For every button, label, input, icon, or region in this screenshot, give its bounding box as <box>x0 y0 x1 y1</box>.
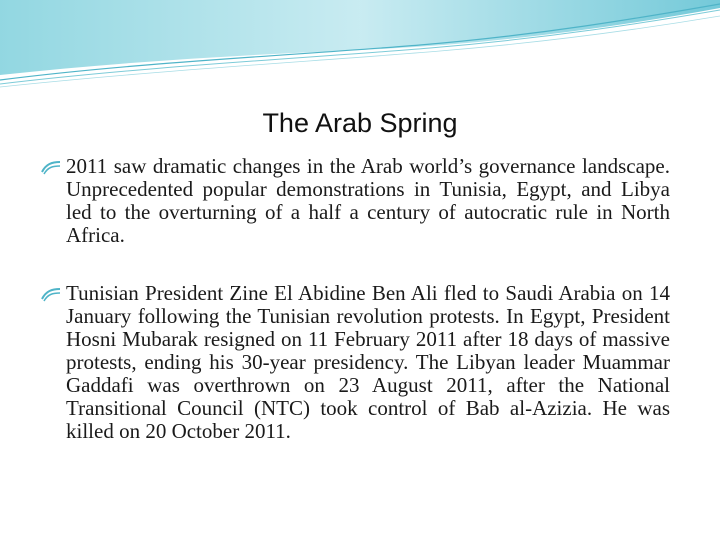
bullet-item-2 <box>40 282 670 443</box>
wave-bullet-icon <box>40 158 62 176</box>
bullet-text-1: 2011 saw dramatic changes in the Arab world’s governance landscape. Unprecedented popular demonstrations in Tunisia, Egypt, and Libya led to the overturning of a half a century of autocratic rule in North Africa. <box>66 154 670 247</box>
bullet-text-2: Tunisian President Zine El Abidine Ben Ali fled to Saudi Arabia on 14 January following the Tunisian revolution protests. In Egypt, President Hosni Mubarak resigned on 11 February 2011 after 18 days of massive protests, ending his 30-year presidency. The Libyan leader Muammar Gaddafi was overthrown on 23 August 2011, after the National Transitional Council (NTC) took control of Bab al-Azizia. He was killed on 20 October 2011. <box>66 281 670 443</box>
header-wave-decoration <box>0 0 720 90</box>
bullet-item-1 <box>40 155 670 247</box>
wave-bullet-icon <box>40 285 62 303</box>
slide-title: The Arab Spring <box>262 108 458 138</box>
